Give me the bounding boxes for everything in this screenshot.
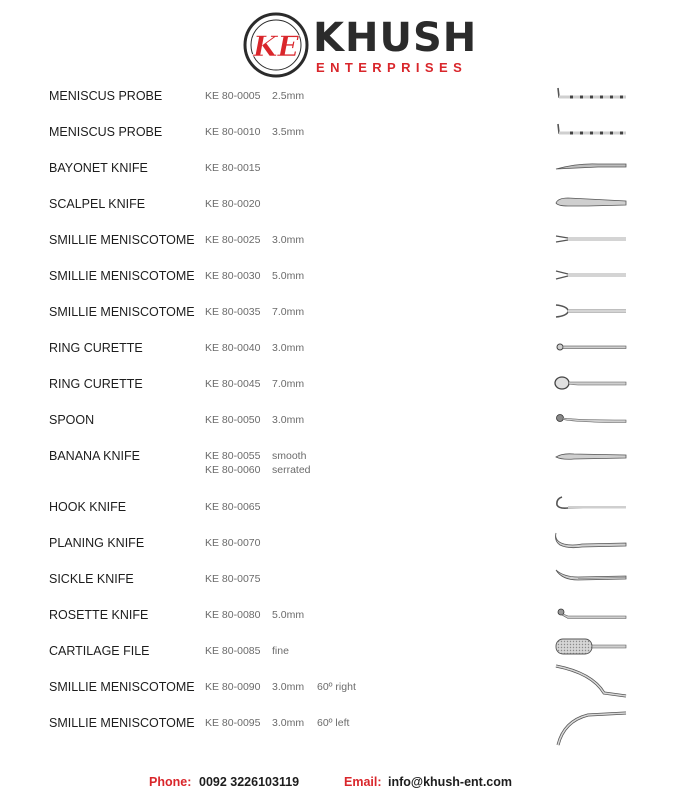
item-spec: smooth <box>272 450 307 462</box>
item-name: BAYONET KNIFE <box>49 161 148 175</box>
item-name: RING CURETTE <box>49 377 143 391</box>
banana-knife-icon <box>548 448 632 466</box>
item-code: KE 80-0090 <box>205 681 261 693</box>
item-spec: 3.0mm <box>272 342 305 354</box>
bayonet-knife-icon <box>548 158 632 176</box>
item-code: KE 80-0045 <box>205 378 261 390</box>
item-name: SMILLIE MENISCOTOME <box>49 680 195 694</box>
meniscus-probe-icon <box>548 122 632 140</box>
item-code: KE 80-0035 <box>205 306 261 318</box>
item-code: KE 80-0025 <box>205 234 261 246</box>
logo-monogram-text: KE <box>253 30 299 63</box>
item-code: KE 80-0075 <box>205 573 261 585</box>
meniscus-probe-icon <box>548 86 632 104</box>
item-spec: 2.5mm <box>272 90 305 102</box>
item-name: SMILLIE MENISCOTOME <box>49 233 195 247</box>
item-angle: 60º left <box>317 717 350 729</box>
item-spec: fine <box>272 645 289 657</box>
phone-label: Phone: <box>149 775 192 789</box>
phone-number: 0092 3226103119 <box>199 775 300 789</box>
item-name: BANANA KNIFE <box>49 449 140 463</box>
item-name: SPOON <box>49 413 95 427</box>
item-spec: 5.0mm <box>272 609 305 621</box>
item-name: ROSETTE KNIFE <box>49 608 149 622</box>
spoon-icon <box>548 410 632 428</box>
item-name: MENISCUS PROBE <box>49 125 163 139</box>
item-spec: serrated <box>272 464 311 476</box>
item-name: RING CURETTE <box>49 341 143 355</box>
item-name: SMILLIE MENISCOTOME <box>49 716 195 730</box>
item-code: KE 80-0060 <box>205 464 261 476</box>
brand-name: KHUSH <box>313 15 478 61</box>
item-name: SMILLIE MENISCOTOME <box>49 269 195 283</box>
item-code: KE 80-0005 <box>205 90 261 102</box>
item-code: KE 80-0070 <box>205 537 261 549</box>
email-label: Email: <box>344 775 382 789</box>
ring-curette-icon <box>548 374 632 392</box>
planing-knife-icon <box>548 529 632 553</box>
item-name: CARTILAGE FILE <box>49 644 150 658</box>
item-code: KE 80-0055 <box>205 450 261 462</box>
item-code: KE 80-0020 <box>205 198 261 210</box>
item-angle: 60º right <box>317 681 356 693</box>
item-spec: 3.0mm <box>272 414 305 426</box>
item-spec: 7.0mm <box>272 306 305 318</box>
item-spec: 3.0mm <box>272 234 305 246</box>
email-address: info@khush-ent.com <box>388 775 512 789</box>
item-name: SICKLE KNIFE <box>49 572 134 586</box>
rosette-knife-icon <box>548 605 632 623</box>
curved-meniscotome-right-icon <box>548 663 632 703</box>
curved-meniscotome-left-icon <box>548 707 632 751</box>
item-name: SMILLIE MENISCOTOME <box>49 305 195 319</box>
item-code: KE 80-0015 <box>205 162 261 174</box>
item-code: KE 80-0095 <box>205 717 261 729</box>
item-code: KE 80-0010 <box>205 126 261 138</box>
item-name: HOOK KNIFE <box>49 500 127 514</box>
brand-subtitle: ENTERPRISES <box>316 60 468 75</box>
ring-curette-icon <box>548 338 632 356</box>
cartilage-file-icon <box>548 634 632 660</box>
item-code: KE 80-0030 <box>205 270 261 282</box>
item-code: KE 80-0085 <box>205 645 261 657</box>
item-name: MENISCUS PROBE <box>49 89 163 103</box>
meniscotome-fork-icon <box>548 266 632 284</box>
item-spec: 3.0mm <box>272 681 305 693</box>
meniscotome-fork-icon <box>548 302 632 320</box>
meniscotome-fork-icon <box>548 230 632 248</box>
item-name: SCALPEL KNIFE <box>49 197 146 211</box>
item-code: KE 80-0040 <box>205 342 261 354</box>
item-spec: 5.0mm <box>272 270 305 282</box>
item-code: KE 80-0065 <box>205 501 261 513</box>
item-spec: 3.5mm <box>272 126 305 138</box>
item-code: KE 80-0080 <box>205 609 261 621</box>
hook-knife-icon <box>548 493 632 515</box>
sickle-knife-icon <box>548 565 632 587</box>
item-code: KE 80-0050 <box>205 414 261 426</box>
item-spec: 7.0mm <box>272 378 305 390</box>
item-name: PLANING KNIFE <box>49 536 145 550</box>
contact-footer <box>0 775 689 791</box>
scalpel-knife-icon <box>548 194 632 212</box>
item-spec: 3.0mm <box>272 717 305 729</box>
